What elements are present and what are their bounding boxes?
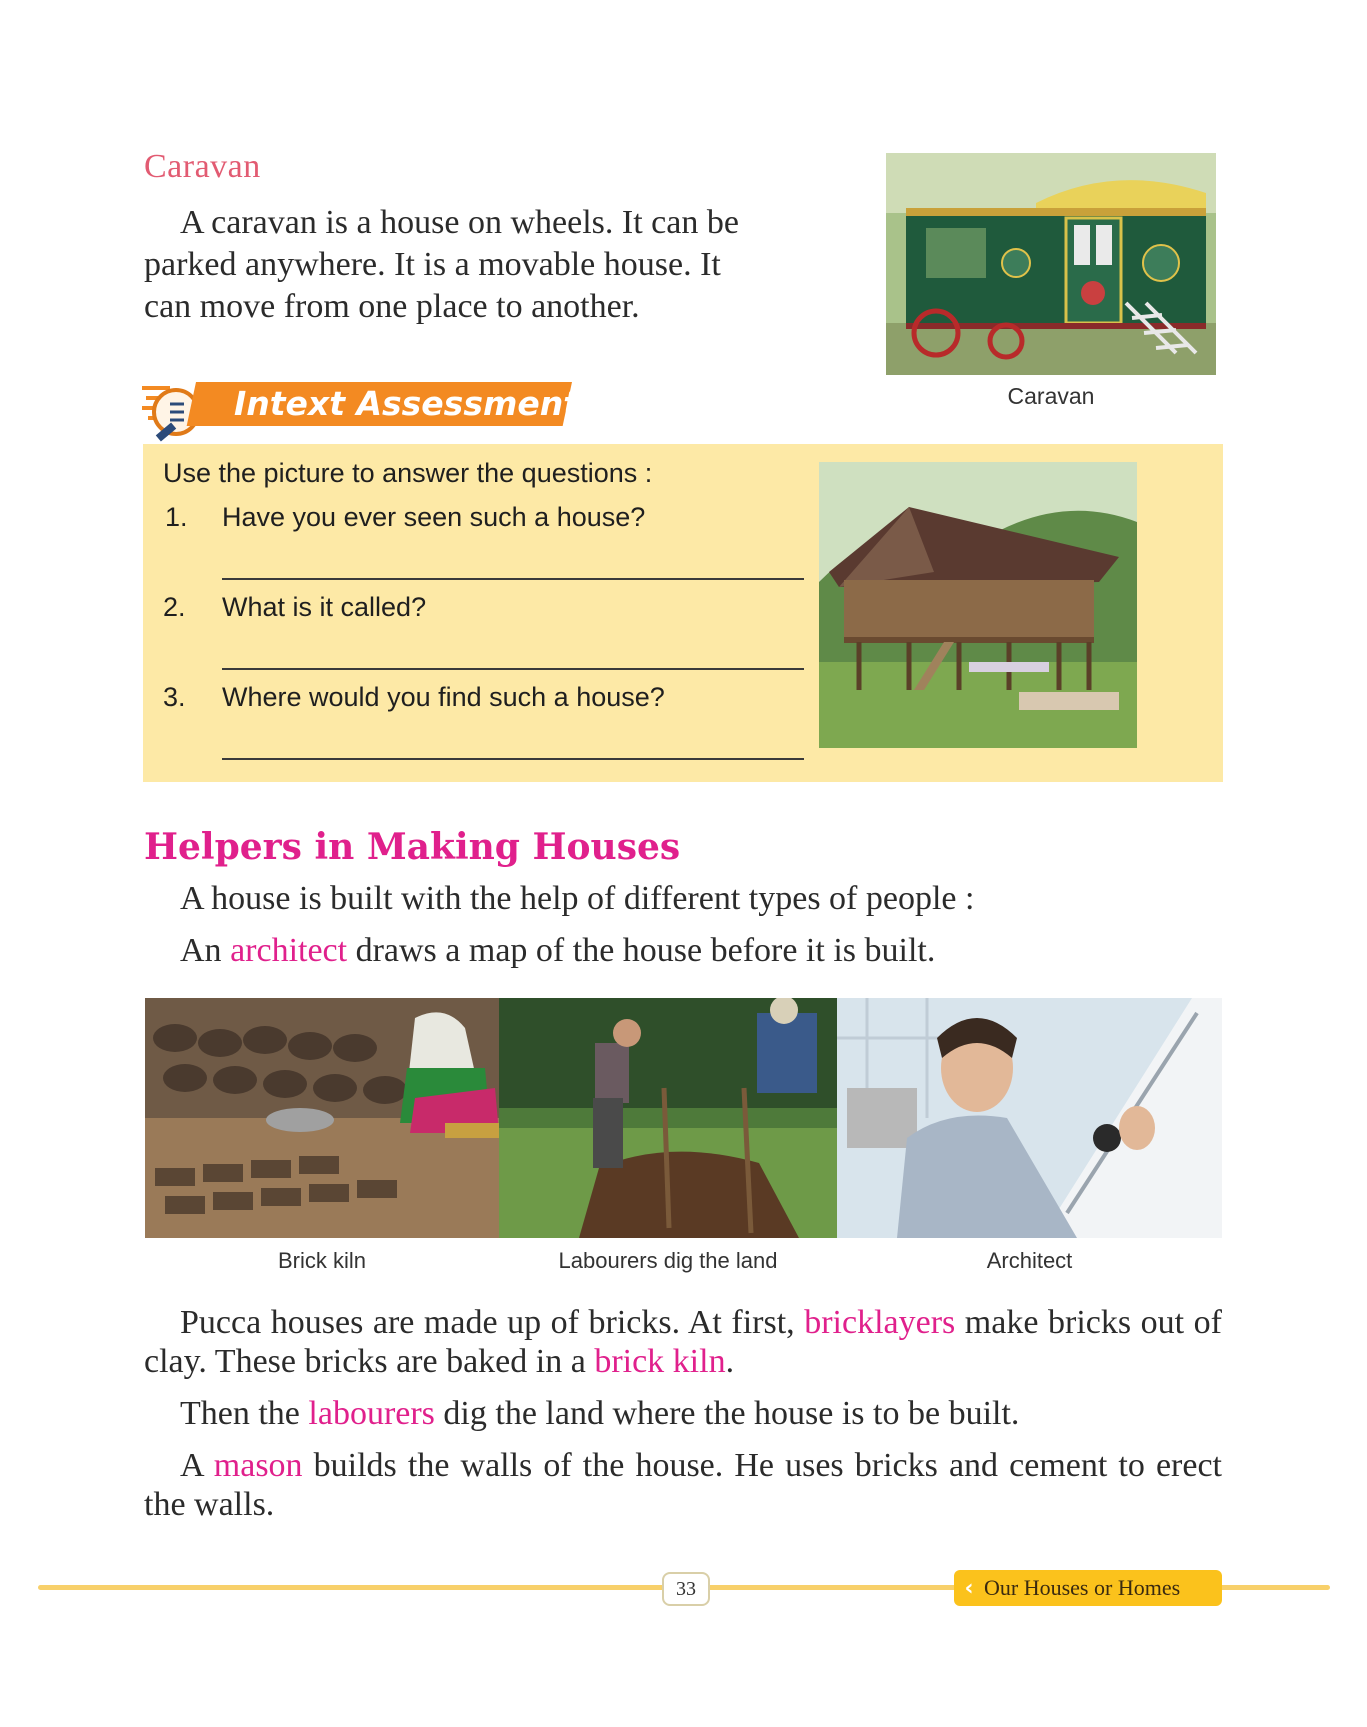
question-2-number: 2.	[163, 592, 186, 622]
helpers-intro-line: A house is built with the help of different types of people :	[180, 880, 975, 917]
stilt-house-photo	[819, 462, 1137, 748]
para1-text-b: make bricks out of clay. These bricks are baked in a	[144, 1304, 1222, 1380]
caravan-line-2: parked anywhere. It is a movable house. It	[144, 246, 721, 283]
labourers-photo	[499, 998, 837, 1238]
chapter-title: Our Houses or Homes	[984, 1575, 1181, 1600]
keyword-mason: mason	[213, 1447, 303, 1484]
architect-line-post: draws a map of the house before it is built.	[347, 932, 936, 969]
architect-line-pre: An	[180, 932, 231, 969]
question-1-text: Have you ever seen such a house?	[222, 502, 646, 532]
caption-labourers: Labourers dig the land	[558, 1248, 778, 1273]
assessment-title: Intext Assessment	[234, 384, 580, 423]
page-number: 33	[662, 1572, 710, 1606]
paragraph-labourers	[144, 1394, 1222, 1433]
assessment-instruction: Use the picture to answer the questions :	[163, 458, 653, 488]
question-2-text: What is it called?	[222, 592, 427, 622]
question-3-number: 3.	[163, 682, 186, 712]
paragraph-bricks	[144, 1303, 1222, 1381]
question-3-text: Where would you find such a house?	[222, 682, 665, 712]
keyword-bricklayers: bricklayers	[804, 1304, 956, 1341]
answer-line-1[interactable]	[222, 578, 804, 580]
question-1-number: 1.	[165, 502, 188, 532]
brick-kiln-photo	[145, 998, 499, 1238]
answer-line-2[interactable]	[222, 668, 804, 670]
keyword-brick-kiln: brick kiln	[594, 1343, 726, 1380]
caravan-line-3: can move from one place to another.	[144, 288, 640, 325]
para2-text-b: dig the land where the house is to be built.	[434, 1395, 1020, 1432]
architect-line	[180, 932, 935, 970]
architect-photo	[837, 998, 1222, 1238]
paragraph-mason	[144, 1446, 1222, 1524]
caravan-photo	[886, 153, 1216, 375]
caravan-paragraph	[144, 202, 869, 328]
para1-text-a: Pucca houses are made up of bricks. At first,	[180, 1304, 805, 1341]
helpers-heading: Helpers in Making Houses	[144, 826, 681, 868]
chapter-tab[interactable]	[954, 1570, 1222, 1606]
keyword-architect: architect	[230, 932, 348, 969]
caption-brick-kiln: Brick kiln	[277, 1248, 366, 1273]
para3-text-b: builds the walls of the house. He uses bricks and cement to erect the walls.	[144, 1447, 1222, 1523]
chevron-left-icon: ‹	[964, 1576, 974, 1601]
para3-text-a: A	[180, 1447, 214, 1484]
caption-architect: Architect	[986, 1248, 1073, 1273]
answer-line-3[interactable]	[222, 758, 804, 760]
para1-text-c: .	[725, 1343, 735, 1380]
keyword-labourers: labourers	[308, 1395, 435, 1432]
caravan-line-1: A caravan is a house on wheels. It can be	[180, 204, 739, 241]
caravan-caption: Caravan	[1007, 383, 1095, 409]
caravan-heading: Caravan	[144, 148, 261, 185]
para2-text-a: Then the	[180, 1395, 309, 1432]
